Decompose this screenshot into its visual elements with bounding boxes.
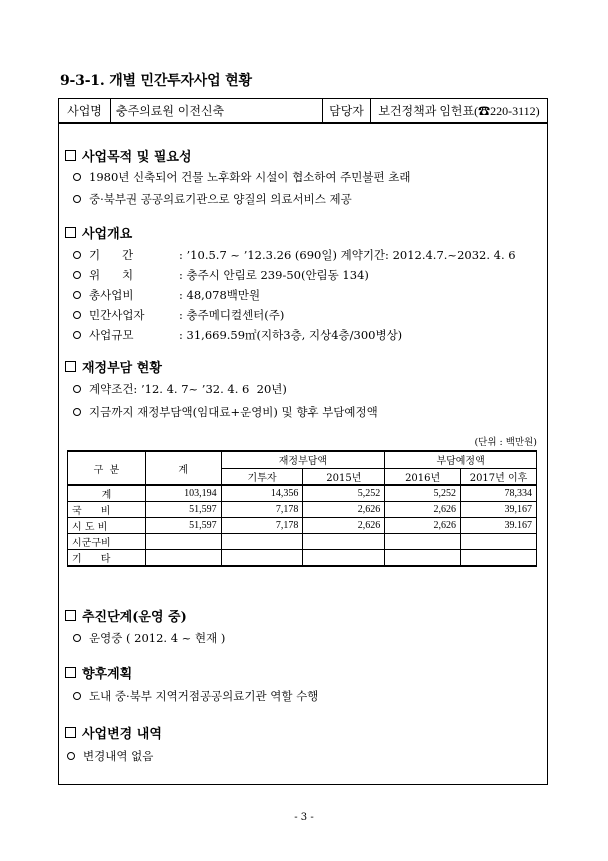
- table-row: 국 비 51,597 7,178 2,626 2,626 39,167: [68, 502, 537, 518]
- checkbox-square-icon: [65, 610, 76, 621]
- header-planned: 부담예정액: [385, 451, 537, 468]
- header-2017: 2017년 이후: [461, 468, 537, 485]
- unit-label: (단위 : 백만원): [474, 437, 537, 448]
- circle-bullet-icon: [73, 291, 81, 299]
- circle-bullet-icon: [73, 385, 81, 393]
- project-name: 충주의료원 이전신축: [111, 99, 323, 122]
- page-number: - 3 -: [294, 812, 314, 823]
- checkbox-square-icon: [65, 667, 76, 678]
- section-title: 사업목적 및 필요성: [82, 149, 192, 165]
- circle-bullet-icon: [73, 251, 81, 259]
- page-title: 9-3-1. 개별 민간투자사업 현황: [60, 73, 252, 89]
- header-2016: 2016년: [385, 468, 461, 485]
- section-plan: [65, 663, 132, 681]
- circle-bullet-icon: [73, 408, 81, 416]
- circle-bullet-icon: [73, 271, 81, 279]
- checkbox-square-icon: [65, 727, 76, 738]
- list-item: 운영중 ( 2012. 4 ~ 현재 ): [73, 630, 225, 646]
- section-title: 향후계획: [82, 666, 133, 682]
- manager-value: 보건정책과 임헌표(☎220-3112): [378, 104, 540, 118]
- circle-bullet-icon: [67, 752, 75, 760]
- list-item: 사업규모 : 31,669.59㎡(지하3층, 지상4층/300병상): [73, 327, 402, 343]
- section-title: 사업변경 내역: [82, 726, 162, 742]
- checkbox-square-icon: [65, 227, 76, 238]
- section-stage: [65, 606, 187, 624]
- list-item: 1980년 신축되어 건물 노후화와 시설이 협소하여 주민불편 초래: [73, 169, 410, 185]
- circle-bullet-icon: [73, 692, 81, 700]
- section-title: 재정부담 현황: [82, 360, 162, 376]
- circle-bullet-icon: [73, 311, 81, 319]
- list-item: 총사업비 : 48,078백만원: [73, 287, 260, 303]
- header-total: 계: [145, 451, 221, 485]
- section-overview: [65, 223, 132, 241]
- project-frame: [58, 98, 548, 785]
- project-label: 사업명: [59, 99, 111, 122]
- section-title: 추진단계(운영 중): [82, 609, 187, 625]
- list-item: 민간사업자 : 충주메디컬센터(주): [73, 307, 284, 323]
- header-burden: 재정부담액: [221, 451, 385, 468]
- circle-bullet-icon: [73, 173, 81, 181]
- finance-table: [67, 450, 537, 567]
- section-finance: [65, 357, 162, 375]
- circle-bullet-icon: [73, 195, 81, 203]
- header-category: 구 분: [68, 451, 146, 485]
- table-row: 시군구비: [68, 534, 537, 550]
- manager-label: 담당자: [323, 99, 371, 122]
- header-2015: 2015년: [303, 468, 385, 485]
- section-title: 사업개요: [82, 226, 133, 242]
- circle-bullet-icon: [73, 331, 81, 339]
- list-item: 계약조건: ’12. 4. 7~ ’32. 4. 6 20년): [73, 381, 287, 397]
- header-invested: 기투자: [221, 468, 303, 485]
- list-item: 변경내역 없음: [67, 748, 153, 764]
- list-item: 중·북부권 공공의료기관으로 양질의 의료서비스 제공: [73, 191, 352, 207]
- section-change: [65, 723, 162, 741]
- list-item: 기 간 : ’10.5.7 ~ ’12.3.26 (690일) 계약기간: 2012.4.7.~2032. 4. 6: [73, 247, 516, 263]
- checkbox-square-icon: [65, 361, 76, 372]
- table-row: 시 도 비 51,597 7,178 2,626 2,626 39.167: [68, 518, 537, 534]
- list-item: 도내 중·북부 지역거점공공의료기관 역할 수행: [73, 688, 318, 704]
- table-row: 계 103,194 14,356 5,252 5,252 78,334: [68, 485, 537, 502]
- circle-bullet-icon: [73, 634, 81, 642]
- table-row: 기 타: [68, 550, 537, 567]
- project-header-table: [59, 99, 547, 124]
- list-item: 지금까지 재정부담액(임대료+운영비) 및 향후 부담예정액: [73, 404, 378, 420]
- list-item: 위 치 : 충주시 안림로 239-50(안림동 134): [73, 267, 369, 283]
- checkbox-square-icon: [65, 150, 76, 161]
- section-purpose: [65, 146, 192, 164]
